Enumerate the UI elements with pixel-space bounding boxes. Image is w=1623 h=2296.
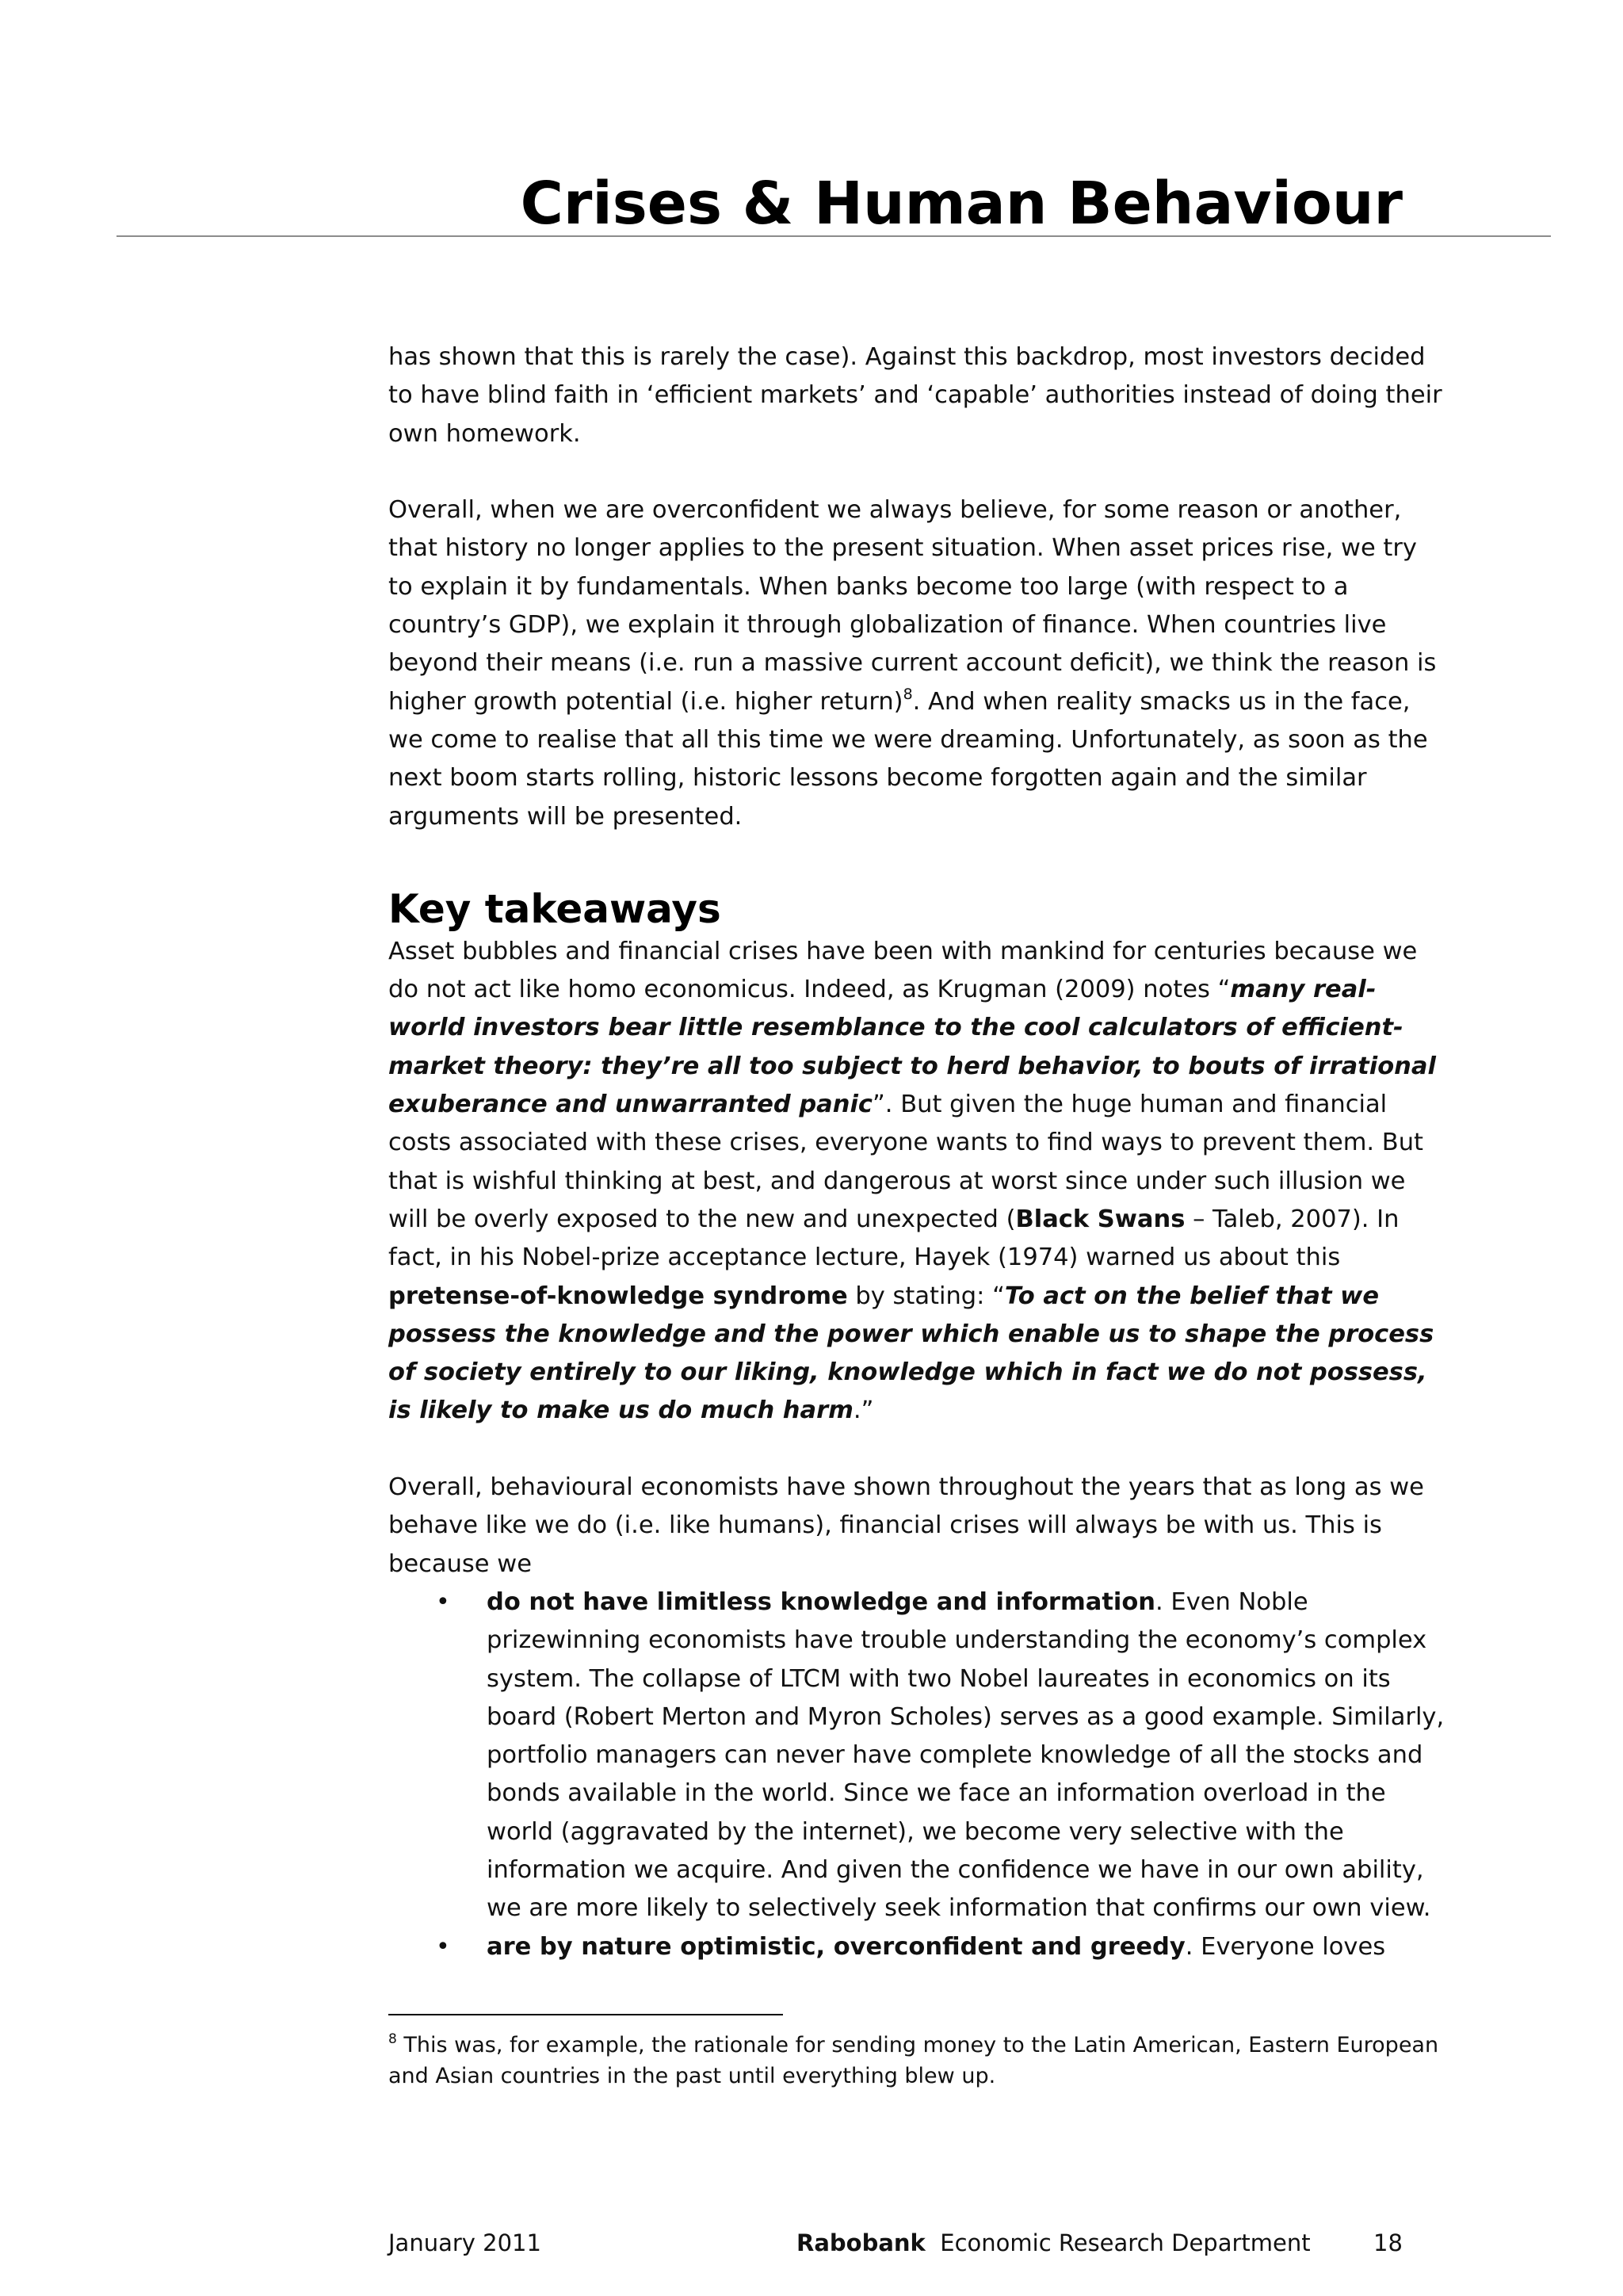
kt-text-2: ”. But given the huge human and financial costs associated with these crises, everyone wants to find ways to prevent them. But that is wishful thinking at best, and dangerous at worst since under such illusion we will be overly exposed to the new and unexpected ( <box>388 1091 1424 1233</box>
paragraph-2-text-a: Overall, when we are overconfident we always believe, for some reason or another, that history no longer applies to the present situation. When asset prices rise, we try to explain it by fundamentals. When banks become too large (with respect to a country’s GDP), we explain it through globalization of finance. When countries live beyond their means (i.e. run a massive current account deficit), we think the reason is higher growth potential (i.e. higher return) <box>388 496 1437 716</box>
bullet-icon: • <box>436 1932 450 1961</box>
kt-text-3: – Taleb, 2007). In fact, in his Nobel-prize acceptance lecture, Hayek (1974) warned us about this <box>388 1205 1400 1272</box>
kt-text-1: Asset bubbles and financial crises have been with mankind for centuries because we do not act like homo economicus. Indeed, as Krugman (2009) notes “ <box>388 937 1418 1004</box>
list-item-text: . Even Noble prizewinning economists have trouble understanding the economy’s complex system. The collapse of LTCM with two Nobel laureates in economics on its board (Robert Merton and Myron Scholes) serves as a good example. Similarly, portfolio managers can never have complete knowledge of all the stocks and bonds available in the world. Since we face an information overload in the world (aggravated by the internet), we become very selective with the information we acquire. And given the confidence we have in our own ability, we are more likely to selectively seek information that confirms our own view. <box>487 1587 1445 1923</box>
footer-organization <box>796 2227 1311 2259</box>
kt-text-5: .” <box>853 1396 874 1425</box>
paragraph-4: Overall, behavioural economists have shown throughout the years that as long as we behave like we do (i.e. like humans), financial crises will always be with us. This is because we <box>388 1473 1424 1578</box>
list-item <box>388 1928 1446 1966</box>
list-item-bold: are by nature optimistic, overconfident and greedy <box>487 1932 1186 1961</box>
pretense-of-knowledge-term: pretense-of-knowledge syndrome <box>388 1282 848 1310</box>
footer-brand: Rabobank <box>796 2229 926 2256</box>
page-number: 18 <box>1373 2229 1403 2256</box>
footer-department: Economic Research Department <box>925 2229 1311 2256</box>
black-swans-term: Black Swans <box>1015 1205 1186 1233</box>
footnote-text: This was, for example, the rationale for sending money to the Latin American, Eastern European and Asian countries in the past until everything blew up. <box>388 2033 1439 2088</box>
page-header-title: Crises & Human Behaviour <box>520 170 1403 238</box>
footnote-ref-8[interactable]: 8 <box>903 685 913 703</box>
footnote-number: 8 <box>388 2031 397 2047</box>
bullet-list <box>388 1584 1446 1966</box>
kt-text-4: by stating: “ <box>847 1282 1005 1310</box>
main-content <box>388 338 1446 1966</box>
paragraph-2 <box>388 491 1446 836</box>
list-item <box>388 1584 1446 1928</box>
section-heading-key-takeaways: Key takeaways <box>388 885 721 932</box>
paragraph-1: has shown that this is rarely the case). Against this backdrop, most investors decided to have blind faith in ‘efficient markets’ and ‘capable’ authorities instead of doing their own homework. <box>388 343 1442 448</box>
header-divider <box>116 235 1551 237</box>
footnote-divider <box>388 2014 783 2015</box>
key-takeaways-paragraph <box>388 933 1446 1431</box>
krugman-quote: many real-world investors bear little resemblance to the cool calculators of efficient-market theory: they’re all too subject to herd behavior, to bouts of irrational exuberance and unwarranted panic <box>388 976 1436 1119</box>
bullet-icon: • <box>436 1587 450 1616</box>
hayek-quote: To act on the belief that we possess the knowledge and the power which enable us to shape the process of society entirely to our liking, knowledge which in fact we do not possess, is likely to make us do much harm <box>388 1282 1434 1425</box>
footer-date: January 2011 <box>388 2229 541 2256</box>
paragraph-2-text-b: . And when reality smacks us in the face, we come to realise that all this time we were dreaming. Unfortunately, as soon as the next boom starts rolling, historic lessons become forgotten again and the similar arguments will be presented. <box>388 687 1428 831</box>
list-item-text: . Everyone loves <box>1185 1932 1386 1961</box>
list-item-bold: do not have limitless knowledge and information <box>487 1587 1156 1616</box>
footnote-8 <box>388 2030 1450 2092</box>
